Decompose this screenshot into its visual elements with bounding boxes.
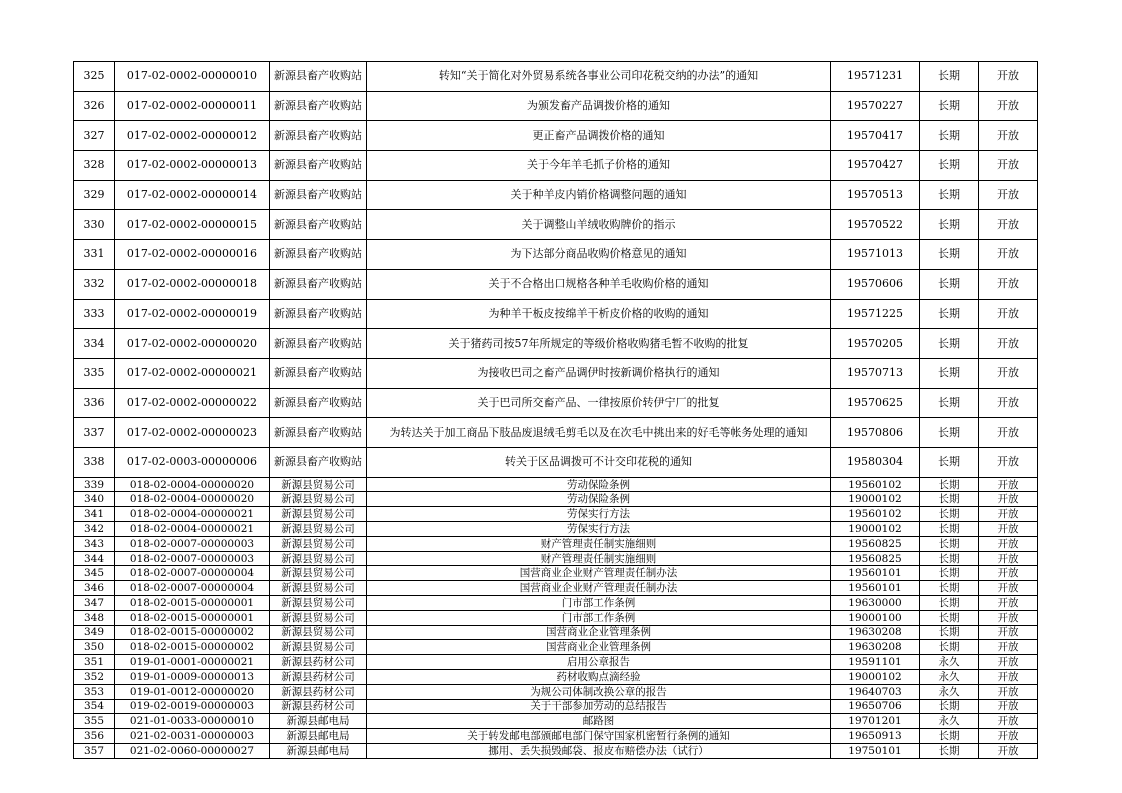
- row-number-cell: 336: [74, 388, 115, 418]
- archive-code-cell: 021-01-0033-00000010: [115, 714, 270, 729]
- row-number-cell: 331: [74, 240, 115, 270]
- organization-cell: 新源县药材公司: [270, 655, 367, 670]
- row-number-cell: 332: [74, 269, 115, 299]
- archive-code-cell: 017-02-0002-00000014: [115, 180, 270, 210]
- access-status-cell: 开放: [979, 522, 1038, 537]
- document-date-cell: 19580304: [831, 447, 920, 477]
- retention-term-cell: 长期: [920, 536, 979, 551]
- row-number-cell: 330: [74, 210, 115, 240]
- table-row: [74, 507, 1038, 522]
- retention-term-cell: 长期: [920, 610, 979, 625]
- organization-cell: 新源县贸易公司: [270, 625, 367, 640]
- organization-cell: 新源县药材公司: [270, 699, 367, 714]
- document-date-cell: 19570522: [831, 210, 920, 240]
- retention-term-cell: 长期: [920, 566, 979, 581]
- access-status-cell: 开放: [979, 180, 1038, 210]
- retention-term-cell: 长期: [920, 492, 979, 507]
- row-number-cell: 335: [74, 358, 115, 388]
- organization-cell: 新源县畜产收购站: [270, 299, 367, 329]
- row-number-cell: 356: [74, 729, 115, 744]
- document-date-cell: 19570806: [831, 418, 920, 448]
- access-status-cell: 开放: [979, 492, 1038, 507]
- table-row: [74, 180, 1038, 210]
- archive-catalog-table: [73, 61, 1038, 759]
- table-row: [74, 596, 1038, 611]
- document-title-cell: 更正畜产品调拨价格的通知: [367, 121, 831, 151]
- retention-term-cell: 长期: [920, 269, 979, 299]
- archive-code-cell: 018-02-0015-00000002: [115, 640, 270, 655]
- archive-code-cell: 019-01-0012-00000020: [115, 684, 270, 699]
- table-row: [74, 121, 1038, 151]
- document-date-cell: 19650913: [831, 729, 920, 744]
- table-row: [74, 269, 1038, 299]
- document-title-cell: 劳动保险条例: [367, 492, 831, 507]
- organization-cell: 新源县畜产收购站: [270, 91, 367, 121]
- table-row: [74, 581, 1038, 596]
- document-title-cell: 关于猪药司按57年所规定的等级价格收购猪毛暂不收购的批复: [367, 329, 831, 359]
- document-date-cell: 19750101: [831, 743, 920, 758]
- archive-code-cell: 017-02-0002-00000016: [115, 240, 270, 270]
- table-row: [74, 551, 1038, 566]
- row-number-cell: 326: [74, 91, 115, 121]
- document-title-cell: 关于干部参加劳动的总结报告: [367, 699, 831, 714]
- retention-term-cell: 长期: [920, 151, 979, 181]
- document-date-cell: 19570417: [831, 121, 920, 151]
- document-title-cell: 为种羊干板皮按绵羊干析皮价格的收购的通知: [367, 299, 831, 329]
- row-number-cell: 357: [74, 743, 115, 758]
- access-status-cell: 开放: [979, 596, 1038, 611]
- archive-table-body: [74, 62, 1038, 759]
- document-title-cell: 邮路图: [367, 714, 831, 729]
- table-row: [74, 684, 1038, 699]
- archive-code-cell: 018-02-0007-00000004: [115, 581, 270, 596]
- document-title-cell: 为规公司体制改换公章的报告: [367, 684, 831, 699]
- row-number-cell: 354: [74, 699, 115, 714]
- document-date-cell: 19650706: [831, 699, 920, 714]
- row-number-cell: 349: [74, 625, 115, 640]
- row-number-cell: 352: [74, 669, 115, 684]
- row-number-cell: 325: [74, 62, 115, 92]
- document-title-cell: 关于调整山羊绒收购牌价的指示: [367, 210, 831, 240]
- archive-code-cell: 019-01-0001-00000021: [115, 655, 270, 670]
- access-status-cell: 开放: [979, 121, 1038, 151]
- document-date-cell: 19571225: [831, 299, 920, 329]
- archive-code-cell: 018-02-0015-00000001: [115, 596, 270, 611]
- access-status-cell: 开放: [979, 329, 1038, 359]
- row-number-cell: 337: [74, 418, 115, 448]
- row-number-cell: 338: [74, 447, 115, 477]
- access-status-cell: 开放: [979, 477, 1038, 492]
- document-title-cell: 挪用、丢失损毁邮袋、报皮布赔偿办法（试行）: [367, 743, 831, 758]
- access-status-cell: 开放: [979, 581, 1038, 596]
- table-row: [74, 610, 1038, 625]
- access-status-cell: 开放: [979, 743, 1038, 758]
- document-date-cell: 19701201: [831, 714, 920, 729]
- document-date-cell: 19560101: [831, 581, 920, 596]
- row-number-cell: 350: [74, 640, 115, 655]
- document-date-cell: 19630000: [831, 596, 920, 611]
- access-status-cell: 开放: [979, 566, 1038, 581]
- row-number-cell: 333: [74, 299, 115, 329]
- access-status-cell: 开放: [979, 536, 1038, 551]
- archive-code-cell: 017-02-0002-00000019: [115, 299, 270, 329]
- document-title-cell: 财产管理责任制实施细则: [367, 536, 831, 551]
- retention-term-cell: 长期: [920, 121, 979, 151]
- organization-cell: 新源县畜产收购站: [270, 180, 367, 210]
- access-status-cell: 开放: [979, 729, 1038, 744]
- table-row: [74, 299, 1038, 329]
- access-status-cell: 开放: [979, 269, 1038, 299]
- document-date-cell: 19000102: [831, 669, 920, 684]
- organization-cell: 新源县贸易公司: [270, 551, 367, 566]
- access-status-cell: 开放: [979, 151, 1038, 181]
- document-date-cell: 19591101: [831, 655, 920, 670]
- document-date-cell: 19630208: [831, 625, 920, 640]
- retention-term-cell: 长期: [920, 596, 979, 611]
- access-status-cell: 开放: [979, 625, 1038, 640]
- access-status-cell: 开放: [979, 640, 1038, 655]
- archive-code-cell: 018-02-0004-00000021: [115, 507, 270, 522]
- organization-cell: 新源县贸易公司: [270, 581, 367, 596]
- archive-code-cell: 019-02-0019-00000003: [115, 699, 270, 714]
- document-date-cell: 19560102: [831, 507, 920, 522]
- organization-cell: 新源县贸易公司: [270, 477, 367, 492]
- document-title-cell: 为下达部分商品收购价格意见的通知: [367, 240, 831, 270]
- access-status-cell: 开放: [979, 684, 1038, 699]
- document-date-cell: 19000102: [831, 492, 920, 507]
- organization-cell: 新源县畜产收购站: [270, 62, 367, 92]
- access-status-cell: 开放: [979, 551, 1038, 566]
- row-number-cell: 329: [74, 180, 115, 210]
- document-title-cell: 门市部工作条例: [367, 610, 831, 625]
- document-date-cell: 19560825: [831, 536, 920, 551]
- access-status-cell: 开放: [979, 358, 1038, 388]
- table-row: [74, 566, 1038, 581]
- table-row: [74, 729, 1038, 744]
- retention-term-cell: 长期: [920, 358, 979, 388]
- retention-term-cell: 永久: [920, 684, 979, 699]
- access-status-cell: 开放: [979, 299, 1038, 329]
- row-number-cell: 353: [74, 684, 115, 699]
- organization-cell: 新源县贸易公司: [270, 507, 367, 522]
- archive-code-cell: 017-02-0002-00000022: [115, 388, 270, 418]
- archive-code-cell: 021-02-0060-00000027: [115, 743, 270, 758]
- document-date-cell: 19570625: [831, 388, 920, 418]
- retention-term-cell: 长期: [920, 210, 979, 240]
- retention-term-cell: 长期: [920, 91, 979, 121]
- table-row: [74, 536, 1038, 551]
- document-title-cell: 门市部工作条例: [367, 596, 831, 611]
- archive-code-cell: 018-02-0007-00000003: [115, 536, 270, 551]
- organization-cell: 新源县畜产收购站: [270, 121, 367, 151]
- document-title-cell: 劳保实行方法: [367, 507, 831, 522]
- organization-cell: 新源县畜产收购站: [270, 358, 367, 388]
- row-number-cell: 347: [74, 596, 115, 611]
- document-title-cell: 为转达关于加工商品下肢品废退绒毛剪毛以及在次毛中挑出来的好毛等帐务处理的通知: [367, 418, 831, 448]
- organization-cell: 新源县邮电局: [270, 714, 367, 729]
- retention-term-cell: 长期: [920, 729, 979, 744]
- archive-code-cell: 017-02-0002-00000011: [115, 91, 270, 121]
- document-date-cell: 19570513: [831, 180, 920, 210]
- archive-code-cell: 018-02-0004-00000020: [115, 477, 270, 492]
- organization-cell: 新源县邮电局: [270, 729, 367, 744]
- retention-term-cell: 长期: [920, 640, 979, 655]
- table-row: [74, 699, 1038, 714]
- archive-code-cell: 017-02-0002-00000023: [115, 418, 270, 448]
- row-number-cell: 345: [74, 566, 115, 581]
- document-title-cell: 劳保实行方法: [367, 522, 831, 537]
- archive-code-cell: 018-02-0015-00000002: [115, 625, 270, 640]
- organization-cell: 新源县贸易公司: [270, 610, 367, 625]
- retention-term-cell: 长期: [920, 477, 979, 492]
- document-title-cell: 启用公章报告: [367, 655, 831, 670]
- document-title-cell: 为颁发畜产品调拨价格的通知: [367, 91, 831, 121]
- table-row: [74, 210, 1038, 240]
- document-title-cell: 为接收巴司之畜产品调伊时按新调价格执行的通知: [367, 358, 831, 388]
- document-title-cell: 国营商业企业管理条例: [367, 625, 831, 640]
- organization-cell: 新源县贸易公司: [270, 640, 367, 655]
- row-number-cell: 339: [74, 477, 115, 492]
- access-status-cell: 开放: [979, 714, 1038, 729]
- document-date-cell: 19570227: [831, 91, 920, 121]
- table-row: [74, 151, 1038, 181]
- access-status-cell: 开放: [979, 418, 1038, 448]
- document-title-cell: 财产管理责任制实施细则: [367, 551, 831, 566]
- archive-code-cell: 019-01-0009-00000013: [115, 669, 270, 684]
- archive-code-cell: 017-02-0002-00000020: [115, 329, 270, 359]
- table-row: [74, 358, 1038, 388]
- table-row: [74, 669, 1038, 684]
- table-row: [74, 447, 1038, 477]
- document-title-cell: 国营商业企业管理条例: [367, 640, 831, 655]
- row-number-cell: 340: [74, 492, 115, 507]
- retention-term-cell: 长期: [920, 507, 979, 522]
- retention-term-cell: 长期: [920, 447, 979, 477]
- retention-term-cell: 长期: [920, 625, 979, 640]
- access-status-cell: 开放: [979, 388, 1038, 418]
- organization-cell: 新源县畜产收购站: [270, 418, 367, 448]
- row-number-cell: 351: [74, 655, 115, 670]
- document-date-cell: 19560101: [831, 566, 920, 581]
- retention-term-cell: 永久: [920, 714, 979, 729]
- organization-cell: 新源县药材公司: [270, 669, 367, 684]
- access-status-cell: 开放: [979, 447, 1038, 477]
- organization-cell: 新源县贸易公司: [270, 566, 367, 581]
- access-status-cell: 开放: [979, 655, 1038, 670]
- document-title-cell: 国营商业企业财产管理责任制办法: [367, 581, 831, 596]
- retention-term-cell: 长期: [920, 551, 979, 566]
- organization-cell: 新源县贸易公司: [270, 492, 367, 507]
- access-status-cell: 开放: [979, 62, 1038, 92]
- organization-cell: 新源县贸易公司: [270, 522, 367, 537]
- retention-term-cell: 长期: [920, 699, 979, 714]
- archive-code-cell: 018-02-0004-00000020: [115, 492, 270, 507]
- archive-code-cell: 017-02-0002-00000010: [115, 62, 270, 92]
- document-title-cell: 药材收购点滴经验: [367, 669, 831, 684]
- document-date-cell: 19571231: [831, 62, 920, 92]
- access-status-cell: 开放: [979, 699, 1038, 714]
- organization-cell: 新源县贸易公司: [270, 596, 367, 611]
- table-row: [74, 743, 1038, 758]
- access-status-cell: 开放: [979, 669, 1038, 684]
- table-row: [74, 329, 1038, 359]
- table-row: [74, 62, 1038, 92]
- document-title-cell: 劳动保险条例: [367, 477, 831, 492]
- document-date-cell: 19000100: [831, 610, 920, 625]
- document-title-cell: 转知“关于简化对外贸易系统各事业公司印花税交纳的办法”的通知: [367, 62, 831, 92]
- row-number-cell: 341: [74, 507, 115, 522]
- row-number-cell: 328: [74, 151, 115, 181]
- organization-cell: 新源县畜产收购站: [270, 240, 367, 270]
- retention-term-cell: 长期: [920, 522, 979, 537]
- document-date-cell: 19570606: [831, 269, 920, 299]
- retention-term-cell: 长期: [920, 418, 979, 448]
- row-number-cell: 343: [74, 536, 115, 551]
- retention-term-cell: 长期: [920, 62, 979, 92]
- document-title-cell: 关于巴司所交畜产品、一律按原价转伊宁厂的批复: [367, 388, 831, 418]
- access-status-cell: 开放: [979, 210, 1038, 240]
- table-row: [74, 625, 1038, 640]
- table-row: [74, 477, 1038, 492]
- organization-cell: 新源县药材公司: [270, 684, 367, 699]
- organization-cell: 新源县畜产收购站: [270, 329, 367, 359]
- organization-cell: 新源县畜产收购站: [270, 151, 367, 181]
- table-row: [74, 91, 1038, 121]
- document-date-cell: 19571013: [831, 240, 920, 270]
- document-date-cell: 19630208: [831, 640, 920, 655]
- row-number-cell: 327: [74, 121, 115, 151]
- table-row: [74, 522, 1038, 537]
- document-date-cell: 19570713: [831, 358, 920, 388]
- retention-term-cell: 长期: [920, 299, 979, 329]
- archive-code-cell: 017-02-0002-00000012: [115, 121, 270, 151]
- archive-code-cell: 017-02-0003-00000006: [115, 447, 270, 477]
- table-row: [74, 655, 1038, 670]
- retention-term-cell: 长期: [920, 329, 979, 359]
- retention-term-cell: 长期: [920, 388, 979, 418]
- document-date-cell: 19000102: [831, 522, 920, 537]
- archive-code-cell: 017-02-0002-00000018: [115, 269, 270, 299]
- table-row: [74, 418, 1038, 448]
- document-date-cell: 19570205: [831, 329, 920, 359]
- retention-term-cell: 长期: [920, 240, 979, 270]
- document-date-cell: 19560102: [831, 477, 920, 492]
- document-date-cell: 19560825: [831, 551, 920, 566]
- document-date-cell: 19570427: [831, 151, 920, 181]
- retention-term-cell: 长期: [920, 180, 979, 210]
- access-status-cell: 开放: [979, 240, 1038, 270]
- row-number-cell: 355: [74, 714, 115, 729]
- archive-code-cell: 017-02-0002-00000013: [115, 151, 270, 181]
- document-title-cell: 转关于区品调拨可不计交印花税的通知: [367, 447, 831, 477]
- access-status-cell: 开放: [979, 507, 1038, 522]
- archive-code-cell: 018-02-0004-00000021: [115, 522, 270, 537]
- retention-term-cell: 永久: [920, 669, 979, 684]
- row-number-cell: 344: [74, 551, 115, 566]
- access-status-cell: 开放: [979, 91, 1038, 121]
- table-row: [74, 240, 1038, 270]
- organization-cell: 新源县畜产收购站: [270, 210, 367, 240]
- document-title-cell: 关于转发邮电部颁邮电部门保守国家机密暂行条例的通知: [367, 729, 831, 744]
- document-title-cell: 国营商业企业财产管理责任制办法: [367, 566, 831, 581]
- table-row: [74, 640, 1038, 655]
- organization-cell: 新源县畜产收购站: [270, 388, 367, 418]
- retention-term-cell: 长期: [920, 743, 979, 758]
- retention-term-cell: 永久: [920, 655, 979, 670]
- row-number-cell: 334: [74, 329, 115, 359]
- archive-code-cell: 018-02-0015-00000001: [115, 610, 270, 625]
- row-number-cell: 342: [74, 522, 115, 537]
- table-row: [74, 714, 1038, 729]
- archive-code-cell: 021-02-0031-00000003: [115, 729, 270, 744]
- table-row: [74, 492, 1038, 507]
- document-title-cell: 关于今年羊毛抓子价格的通知: [367, 151, 831, 181]
- retention-term-cell: 长期: [920, 581, 979, 596]
- document-title-cell: 关于不合格出口规格各种羊毛收购价格的通知: [367, 269, 831, 299]
- archive-code-cell: 017-02-0002-00000015: [115, 210, 270, 240]
- archive-code-cell: 017-02-0002-00000021: [115, 358, 270, 388]
- access-status-cell: 开放: [979, 610, 1038, 625]
- organization-cell: 新源县畜产收购站: [270, 269, 367, 299]
- organization-cell: 新源县邮电局: [270, 743, 367, 758]
- row-number-cell: 348: [74, 610, 115, 625]
- archive-code-cell: 018-02-0007-00000003: [115, 551, 270, 566]
- row-number-cell: 346: [74, 581, 115, 596]
- document-title-cell: 关于种羊皮内销价格调整问题的通知: [367, 180, 831, 210]
- organization-cell: 新源县畜产收购站: [270, 447, 367, 477]
- organization-cell: 新源县贸易公司: [270, 536, 367, 551]
- table-row: [74, 388, 1038, 418]
- archive-code-cell: 018-02-0007-00000004: [115, 566, 270, 581]
- document-date-cell: 19640703: [831, 684, 920, 699]
